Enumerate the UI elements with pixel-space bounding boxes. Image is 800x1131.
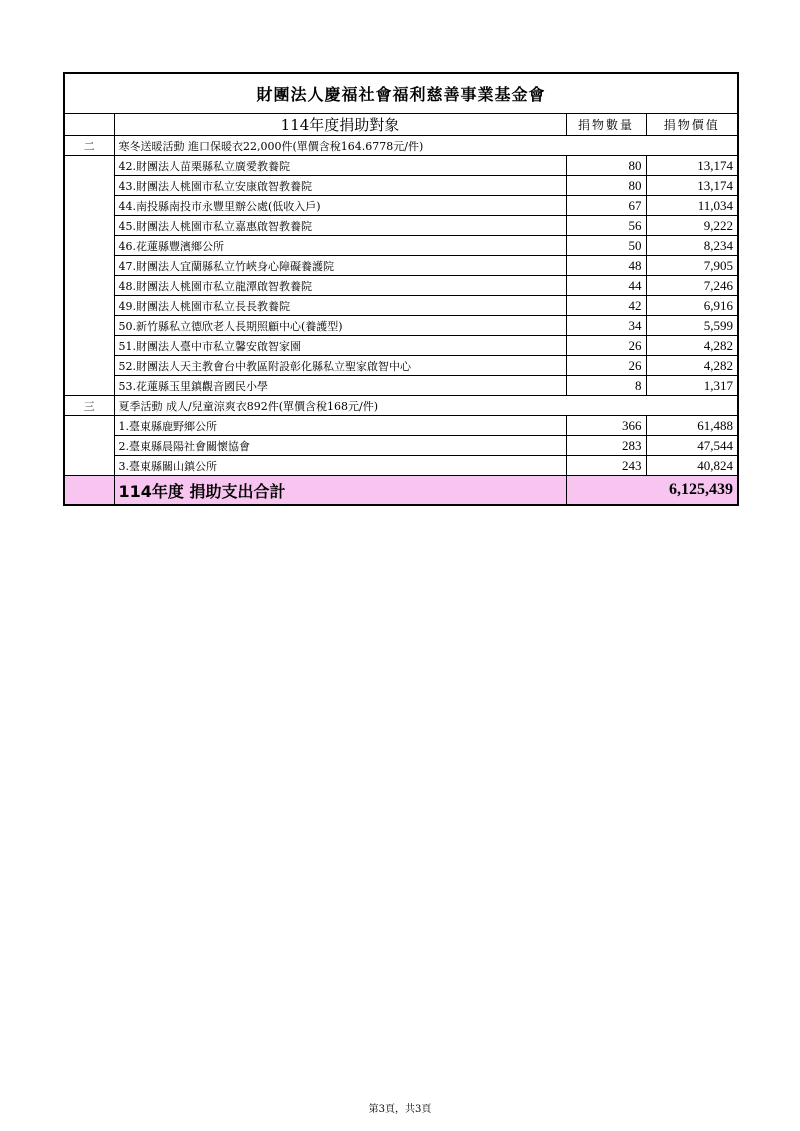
header-row bbox=[64, 114, 738, 136]
quantity-cell: 80 bbox=[566, 176, 646, 196]
table-row bbox=[64, 456, 738, 476]
table-row bbox=[64, 416, 738, 436]
table-row bbox=[64, 236, 738, 256]
value-cell: 40,824 bbox=[646, 456, 738, 476]
value-cell: 5,599 bbox=[646, 316, 738, 336]
recipient-name: 49.財團法人桃園市私立長長教養院 bbox=[114, 296, 566, 316]
quantity-cell: 42 bbox=[566, 296, 646, 316]
index-cell bbox=[64, 256, 114, 276]
header-value: 捐物價值 bbox=[646, 114, 738, 136]
section-label: 寒冬送暖活動 進口保暖衣22,000件(單價含稅164.6778元/件) bbox=[114, 136, 738, 156]
index-cell bbox=[64, 416, 114, 436]
index-cell bbox=[64, 336, 114, 356]
value-cell: 13,174 bbox=[646, 176, 738, 196]
value-cell: 6,916 bbox=[646, 296, 738, 316]
total-blank-cell bbox=[64, 476, 114, 506]
table-row bbox=[64, 356, 738, 376]
recipient-name: 52.財團法人天主教會台中教區附設彰化縣私立聖家啟智中心 bbox=[114, 356, 566, 376]
recipient-name: 1.臺東縣鹿野鄉公所 bbox=[114, 416, 566, 436]
recipient-name: 48.財團法人桃園市私立龍潭啟智教養院 bbox=[114, 276, 566, 296]
quantity-cell: 56 bbox=[566, 216, 646, 236]
index-cell bbox=[64, 216, 114, 236]
index-cell bbox=[64, 276, 114, 296]
table-row bbox=[64, 436, 738, 456]
recipient-name: 42.財團法人苗栗縣私立廣愛教養院 bbox=[114, 156, 566, 176]
quantity-cell: 26 bbox=[566, 336, 646, 356]
value-cell: 13,174 bbox=[646, 156, 738, 176]
recipient-name: 46.花蓮縣豐濱鄉公所 bbox=[114, 236, 566, 256]
quantity-cell: 8 bbox=[566, 376, 646, 396]
section-number: 二 bbox=[64, 136, 114, 156]
value-cell: 7,246 bbox=[646, 276, 738, 296]
value-cell: 61,488 bbox=[646, 416, 738, 436]
quantity-cell: 44 bbox=[566, 276, 646, 296]
quantity-cell: 67 bbox=[566, 196, 646, 216]
quantity-cell: 243 bbox=[566, 456, 646, 476]
recipient-name: 43.財團法人桃園市私立安康啟智教養院 bbox=[114, 176, 566, 196]
quantity-cell: 34 bbox=[566, 316, 646, 336]
index-cell bbox=[64, 436, 114, 456]
recipient-name: 3.臺東縣關山鎮公所 bbox=[114, 456, 566, 476]
donation-table bbox=[63, 72, 739, 506]
table-row bbox=[64, 336, 738, 356]
recipient-name: 53.花蓮縣玉里鎮觀音國民小學 bbox=[114, 376, 566, 396]
quantity-cell: 26 bbox=[566, 356, 646, 376]
header-blank-cell bbox=[64, 114, 114, 136]
index-cell bbox=[64, 456, 114, 476]
table-row bbox=[64, 196, 738, 216]
recipient-name: 44.南投縣南投市永豐里辦公處(低收入戶) bbox=[114, 196, 566, 216]
index-cell bbox=[64, 236, 114, 256]
index-cell bbox=[64, 316, 114, 336]
quantity-cell: 80 bbox=[566, 156, 646, 176]
index-cell bbox=[64, 156, 114, 176]
value-cell: 11,034 bbox=[646, 196, 738, 216]
value-cell: 4,282 bbox=[646, 336, 738, 356]
quantity-cell: 366 bbox=[566, 416, 646, 436]
donation-table-body bbox=[64, 73, 738, 505]
header-quantity: 捐物數量 bbox=[566, 114, 646, 136]
title-row bbox=[64, 73, 738, 114]
index-cell bbox=[64, 356, 114, 376]
recipient-name: 45.財團法人桃園市私立嘉惠啟智教養院 bbox=[114, 216, 566, 236]
sheet-title: 財團法人慶福社會福利慈善事業基金會 bbox=[64, 73, 738, 114]
value-cell: 1,317 bbox=[646, 376, 738, 396]
quantity-cell: 283 bbox=[566, 436, 646, 456]
total-value: 6,125,439 bbox=[566, 476, 738, 506]
table-row bbox=[64, 376, 738, 396]
quantity-cell: 48 bbox=[566, 256, 646, 276]
recipient-name: 50.新竹縣私立德欣老人長期照顧中心(養護型) bbox=[114, 316, 566, 336]
value-cell: 7,905 bbox=[646, 256, 738, 276]
table-row bbox=[64, 156, 738, 176]
table-row bbox=[64, 296, 738, 316]
table-row bbox=[64, 256, 738, 276]
value-cell: 47,544 bbox=[646, 436, 738, 456]
page-footer: 第3頁，共3頁 bbox=[368, 1104, 432, 1115]
value-cell: 8,234 bbox=[646, 236, 738, 256]
section-label: 夏季活動 成人/兒童涼爽衣892件(單價含稅168元/件) bbox=[114, 396, 738, 416]
total-row bbox=[64, 476, 738, 506]
recipient-name: 51.財團法人臺中市私立馨安啟智家園 bbox=[114, 336, 566, 356]
recipient-name: 47.財團法人宜蘭縣私立竹峽身心障礙養護院 bbox=[114, 256, 566, 276]
section-row bbox=[64, 136, 738, 156]
index-cell bbox=[64, 196, 114, 216]
header-object: 114年度捐助對象 bbox=[114, 114, 566, 136]
quantity-cell: 50 bbox=[566, 236, 646, 256]
index-cell bbox=[64, 376, 114, 396]
index-cell bbox=[64, 176, 114, 196]
total-label: 114年度 捐助支出合計 bbox=[114, 476, 566, 506]
table-row bbox=[64, 276, 738, 296]
section-number: 三 bbox=[64, 396, 114, 416]
section-row bbox=[64, 396, 738, 416]
table-row bbox=[64, 216, 738, 236]
table-row bbox=[64, 316, 738, 336]
recipient-name: 2.臺東縣晨陽社會關懷協會 bbox=[114, 436, 566, 456]
index-cell bbox=[64, 296, 114, 316]
value-cell: 9,222 bbox=[646, 216, 738, 236]
value-cell: 4,282 bbox=[646, 356, 738, 376]
table-row bbox=[64, 176, 738, 196]
